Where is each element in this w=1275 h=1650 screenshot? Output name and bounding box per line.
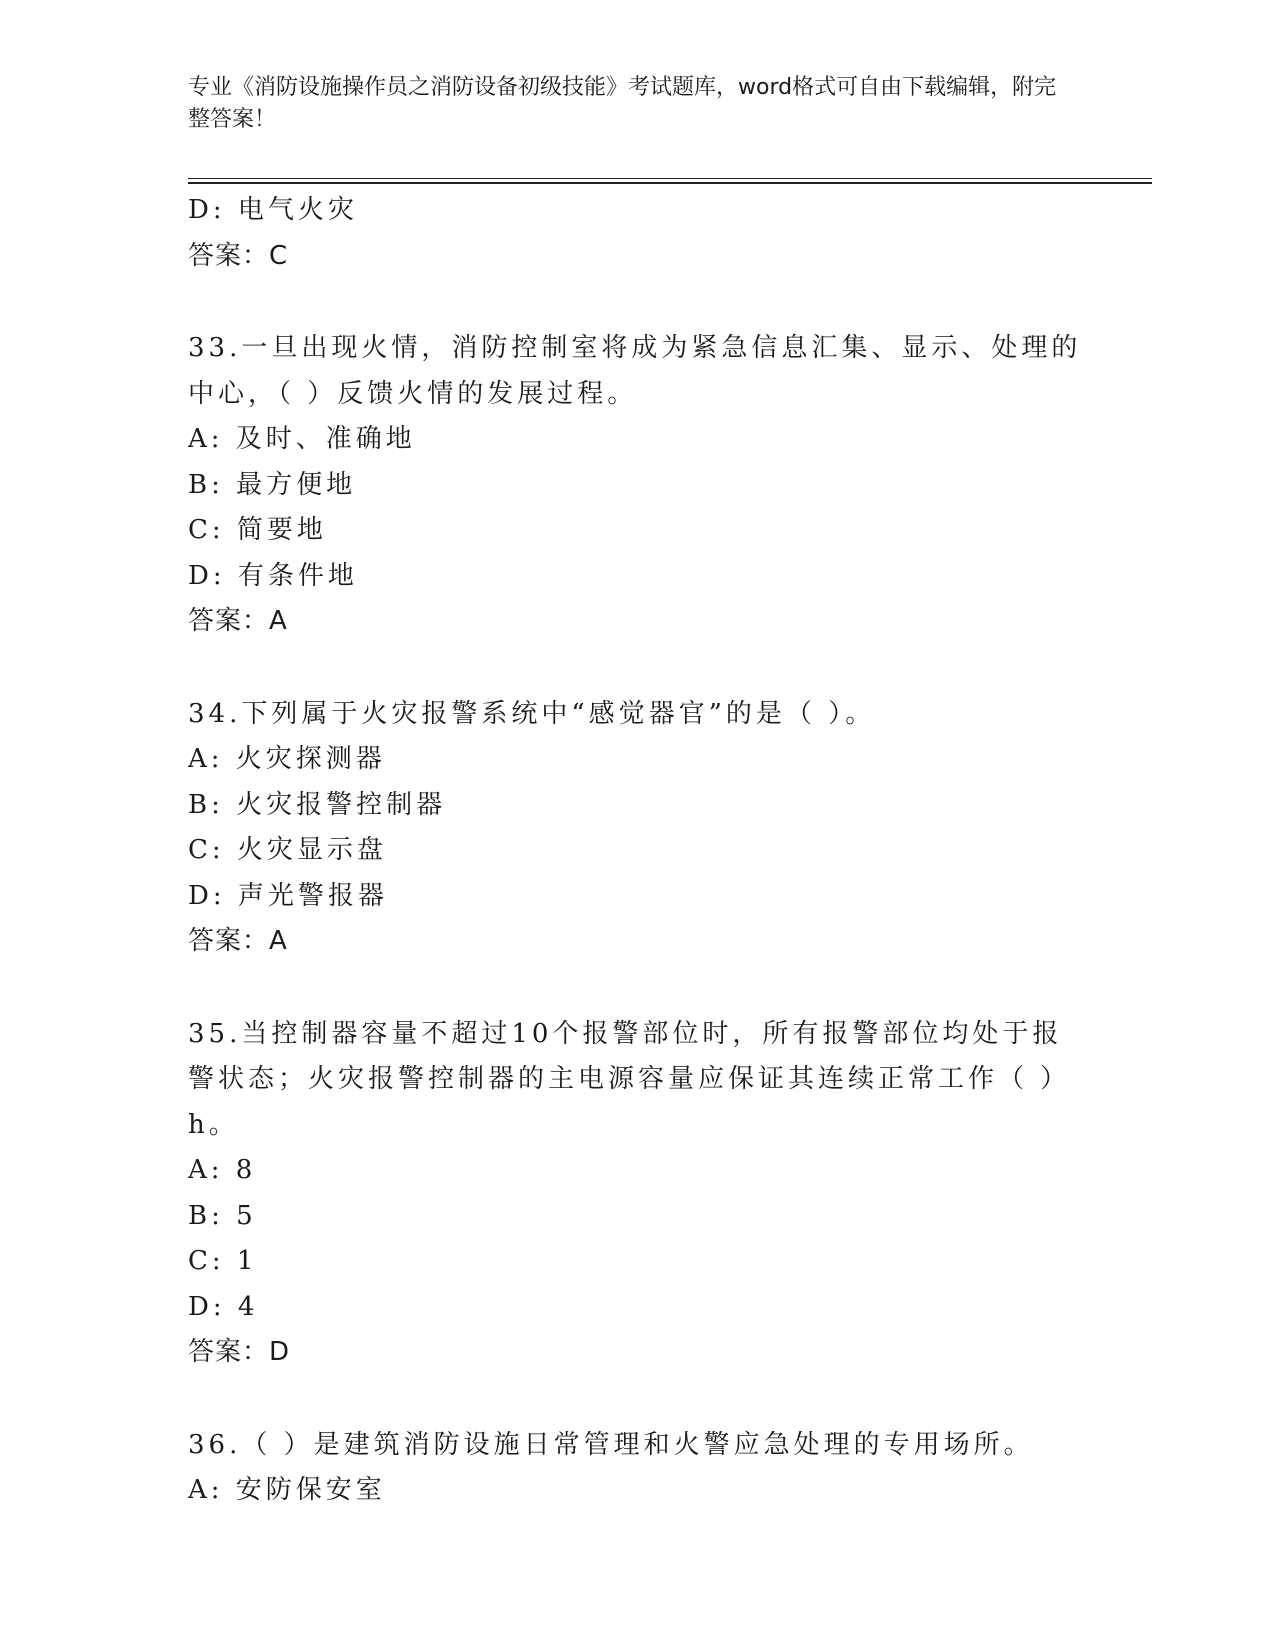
option-d: D: 4 — [188, 1291, 259, 1322]
option-b: B: 最方便地 — [188, 469, 357, 500]
option-b: B: 火灾报警控制器 — [188, 789, 447, 820]
question-content — [188, 188, 1088, 1514]
option-d: D: 电气火灾 — [188, 195, 358, 225]
question-36-stem: 36.（ ）是建筑消防设施日常管理和火警应急处理的专用场所。 — [188, 1429, 1034, 1460]
page-header: 专业《消防设施操作员之消防设备初级技能》考试题库，word格式可自由下载编辑，附完整答案！ — [188, 75, 1057, 132]
option-c: C: 简要地 — [188, 515, 327, 545]
option-a: A: 火灾探测器 — [188, 744, 386, 774]
option-d: D: 有条件地 — [188, 560, 358, 591]
header-rule-thin — [188, 178, 1152, 179]
option-a: A: 8 — [188, 1155, 257, 1185]
option-d: D: 声光警报器 — [188, 880, 388, 911]
answer-line: 答案：A — [188, 606, 288, 636]
spacer — [188, 965, 1088, 1012]
answer-line: 答案：D — [188, 1337, 291, 1367]
spacer — [188, 279, 1088, 326]
option-c: C: 火灾显示盘 — [188, 835, 387, 865]
question-35-stem: 35.当控制器容量不超过10个报警部位时，所有报警部位均处于报警状态；火灾报警控制器的主电源容量应保证其连续正常工作（ ）h。 — [188, 1018, 1071, 1140]
answer-line: 答案：C — [188, 240, 289, 271]
answer-line: 答案：A — [188, 926, 288, 956]
option-a: A: 安防保安室 — [188, 1475, 386, 1505]
question-33-stem: 33.一旦出现火情，消防控制室将成为紧急信息汇集、显示、处理的中心，（ ）反馈火情的发展过程。 — [188, 333, 1082, 409]
option-c: C: 1 — [188, 1246, 258, 1276]
option-a: A: 及时、准确地 — [188, 424, 416, 454]
spacer — [188, 1376, 1088, 1423]
question-34-stem: 34.下列属于火灾报警系统中“感觉器官”的是（ ）。 — [188, 698, 876, 729]
header-rule-thick — [188, 182, 1152, 184]
spacer — [188, 645, 1088, 692]
option-b: B: 5 — [188, 1200, 257, 1231]
